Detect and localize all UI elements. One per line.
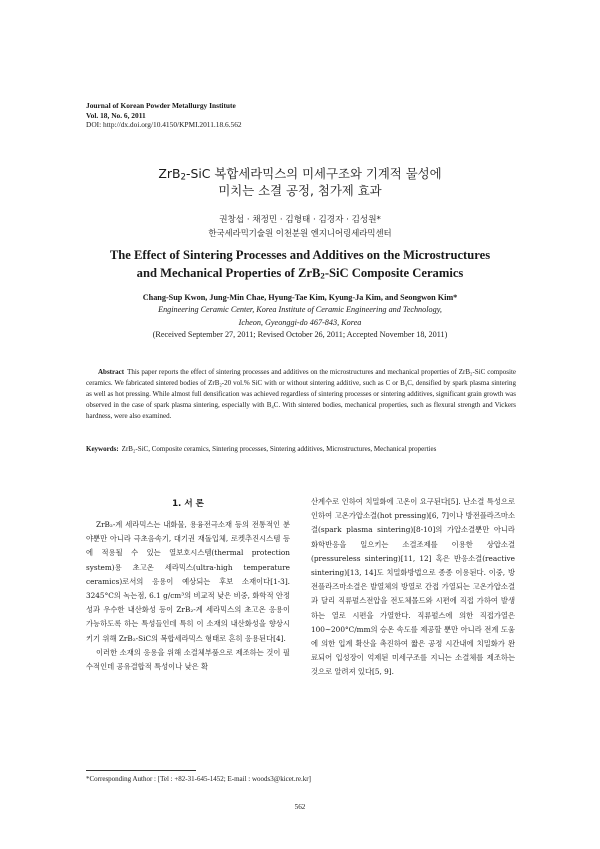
english-title — [0, 247, 600, 282]
english-title-line2-end: -SiC Composite Ceramics — [324, 265, 464, 280]
english-title-subscript: 2 — [320, 270, 325, 280]
section-heading: 1. 서 론 — [172, 499, 204, 509]
korean-title-line1: -SiC 복합세라믹스의 미세구조와 기계적 물성에 — [185, 166, 442, 181]
footnote: *Corresponding Author : [Tel : +82-31-645-1452; E-mail : woods3@kicet.re.kr] — [86, 775, 311, 783]
korean-title-line2: 미치는 소결 공정, 첨가제 효과 — [218, 183, 382, 198]
page-number: 562 — [294, 803, 306, 811]
english-title-line2: and Mechanical Properties of ZrB — [136, 265, 321, 280]
submission-dates: (Received September 27, 2011; Revised October 26, 2011; Accepted November 18, 2011) — [152, 330, 448, 340]
footnote-divider — [86, 770, 196, 771]
body-paragraph: 산계수로 인하여 치밀화에 고온이 요구된다[5]. 난소결 특성으로 인하여 고온가압소결(hot pressing)[6, 7]이나 방전플라즈마소결(spark plasma sintering)[8-10]의 가압소결뿐만 아니라 화학반응을 일으키는 소결조제를 이용한 상압소결(pressureless sintering)[11, 12] 혹은 반응소결(reactive sintering)[13, 14]도 치밀화방법으로 종종 이용된다. 이중, 방전플라즈마소결은 발열체의 방열로 간접 가열되는 고온가압소결과 달리 직류펄스전압을 전도체몰드와 시편에 직접 가하여 발생하는 열로 시편을 가열한다. 직류펄스에 의한 직접가열은 100~200°C/mm의 승온 속도를 제공할 뿐만 아니라 전계 도움에 의한 입계 확산을 촉진하여 짧은 공정 시간내에 치밀화가 완료되어 입성장이 억제된 미세구조를 지니는 소결체를 제조하는 것으로 알려져 있다[5, 9]. — [311, 497, 515, 677]
body-paragraph: ZrB₂-계 세라믹스는 내화물, 용융전극소재 등의 전통적인 분야뿐만 아니라 극초음속기, 대기권 재돌입체, 로켓추진시스템 등에 적용될 수 있는 열보호시스템(thermal protection system)용 초고온 세라믹스(ultra-high temperature ceramics)로서의 응용이 예상되는 후보 소재이다[1-3]. 3245°C의 녹는점, 6.1 g/cm³의 비교적 낮은 비중, 화학적 안정성과 우수한 내산화성 등이 ZrB₂-계 세라믹스의 초고온 응용이 가능하도록 하는 특성들인데 특히 이 소재의 내산화성을 향상시키기 위해 ZrB₂-SiC의 복합세라믹스 형태로 흔히 응용된다[4]. — [86, 520, 290, 643]
abstract — [86, 367, 516, 422]
abstract-label: Abstract — [98, 368, 125, 376]
korean-title-subscript: 2 — [180, 172, 186, 183]
korean-affiliation: 한국세라믹기술원 이천분원 엔지니어링세라믹센터 — [208, 228, 392, 238]
journal-name: Journal of Korean Powder Metallurgy Institute — [86, 101, 236, 110]
keywords-text: ZrB₂-SiC, Composite ceramics, Sintering processes, Sintering additives, Microstructures, Mechanical properties — [121, 445, 437, 453]
english-authors — [0, 292, 600, 342]
journal-volume: Vol. 18, No. 6, 2011 — [86, 110, 146, 120]
korean-title — [0, 165, 600, 199]
korean-authors — [0, 214, 600, 240]
body-column-left — [86, 495, 290, 674]
korean-title-formula: ZrB — [158, 166, 181, 181]
body-paragraph: 이러한 소재의 응용을 위해 소결체부품으로 제조하는 것이 필수적인데 공유결합적 특성이나 낮은 확 — [86, 647, 290, 672]
journal-header — [86, 101, 242, 130]
journal-doi: DOI: http://dx.doi.org/10.4150/KPMI.2011.18.6.562 — [86, 120, 242, 130]
english-title-line1: The Effect of Sintering Processes and Additives on the Microstructures — [109, 248, 491, 262]
keywords-label: Keywords: — [86, 445, 119, 453]
english-affiliation-line1: Engineering Ceramic Center, Korea Institute of Ceramic Engineering and Technology, — [158, 305, 442, 315]
abstract-text: This paper reports the effect of sintering processes and additives on the microstructures and mechanical properties of ZrB₂-SiC composite ceramics. We fabricated sintered bodies of ZrB₂-20 vol.% SiC with or without sintering additive, such as C or B₄C, densified by spark plasma sintering as well as hot pressing. While almost full densification was achieved regardless of sintering processes or sintering additives, significant grain growth was observed in the case of spark plasma sintering, especially with B₄C. With sintered bodies, mechanical properties, such as flexural strength and Vickers hardness, were also examined. — [86, 368, 516, 420]
korean-author-names: 권창섭 · 채정민 · 김형태 · 김경자 · 김성원* — [219, 215, 381, 225]
keywords — [86, 444, 516, 455]
body-column-right — [311, 495, 515, 680]
english-author-names: Chang-Sup Kwon, Jung-Min Chae, Hyung-Tae Kim, Kyung-Ja Kim, and Seongwon Kim* — [142, 293, 458, 302]
english-affiliation-line2: Icheon, Gyeonggi-do 467-843, Korea — [238, 317, 362, 327]
